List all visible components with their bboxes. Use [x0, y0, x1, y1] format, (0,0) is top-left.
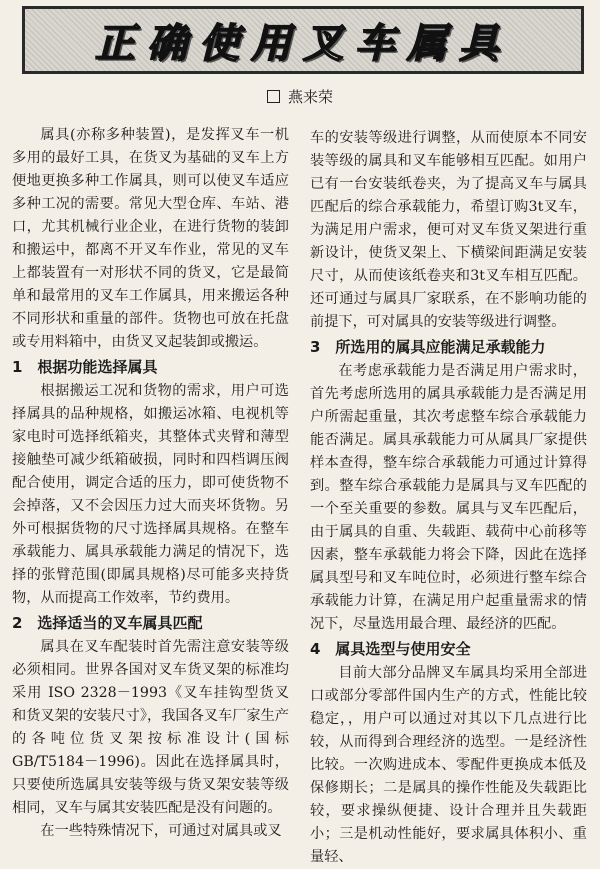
- section-1-body: 根据搬运工况和货物的需求，用户可选择属具的品种规格，如搬运冰箱、电视机等家电时可选择纸箱夹，其整体式夹臂和薄型接触垫可减少纸箱破损，同时和四档调压阀配合使用，调定合适的压力，即可使货物不会掉落，又不会因压力过大而夹坏货物。另外可根据货物的尺寸选择属具规格。在整车承载能力、属具承载能力满足的情况下，选择的张臂范围(即属具规格)尽可能多夹持货物，从而提高工作效率，节约费用。: [12, 383, 289, 606]
- square-icon: [267, 90, 280, 103]
- section-4-heading: 4 属具选型与使用安全: [310, 640, 471, 658]
- section-3-heading: 3 所选用的属具应能满足承载能力: [310, 338, 546, 356]
- byline: [0, 86, 600, 107]
- right-column: [310, 127, 587, 869]
- article-title: 正确使用叉车属具: [95, 20, 511, 67]
- section-2-body-2: 在一些特殊情况下，可通过对属具或叉: [40, 823, 282, 839]
- section-2-body: 属具在叉车配装时首先需注意安装等级必须相同。世界各国对叉车货叉架的标准均采用 ISO 2328－1993《叉车挂钩型货叉和货叉架的安装尺寸》，我国各叉车厂家生产的各吨位货叉架按标准设计(国标 GB/T5184－1996)。因此在选择属具时，只要使所选属具安装等级与货叉架安装等级相同，叉车与属其安装匹配是没有问题的。: [12, 639, 289, 816]
- intro-paragraph: 属具(亦称多种装置)，是发挥叉车一机多用的最好工具，在货叉为基础的叉车上方便地更换多种工作属具，则可以使叉车适应多种工况的需要。常见大型仓库、车站、港口，尤其机械行业企业，在进行货物的装卸和搬运中，都离不开叉车作业，常见的叉车上都装置有一对形状不同的货叉，它是最简单和最常用的叉车工作属具，用来搬运各种不同形状和重量的部件。货物也可放在托盘或专用料箱中，由货叉叉起装卸或搬运。: [12, 127, 289, 350]
- section-2-heading: 2 选择适当的叉车属具匹配: [12, 614, 203, 632]
- section-3-body: 在考虑承载能力是否满足用户需求时，首先考虑所选用的属具承载能力是否满足用户所需起重量，其次考虑整车综合承载能力能否满足。属具承载能力可从属具厂家提供样本查得，整车综合承载能力可通过计算得到。整车综合承载能力是属具与叉车匹配的一个至关重要的参数。属具与叉车匹配后，由于属具的自重、失载距、载荷中心前移等因素，整车承载能力将会下降，因此在选择属具型号和叉车吨位时，必须进行整车综合承载能力计算，在满足用户起重量需求的情况下，尽量选用最合理、最经济的匹配。: [310, 363, 587, 632]
- section-4-body: 目前大部分品牌叉车属具均采用全部进口或部分零部件国内生产的方式，性能比较稳定，，用户可以通过对其以下几点进行比较，从而得到合理经济的选型。一是经济性比较。一次购进成本、零配件更换成本低及保修期长；二是属具的操作性能及失载距比较，要求操纵便捷、设计合理并且失载距小；三是机动性能好，要求属具体积小、重量轻、: [310, 665, 587, 865]
- title-banner: [22, 6, 584, 74]
- author-name: 燕来荣: [287, 88, 333, 106]
- continued-paragraph: 车的安装等级进行调整，从而使原本不同安装等级的属具和叉车能够相互匹配。如用户已有一台安装纸卷夹，为了提高叉车与属具匹配后的综合承载能力，希望订购3t叉车，为满足用户需求，便可对叉车货叉架进行重新设计，使货叉架上、下横梁间距满足安装尺寸，从而使该纸卷夹和3t叉车相互匹配。还可通过与属具厂家联系，在不影响功能的前提下，可对属具的安装等级进行调整。: [310, 130, 587, 330]
- left-column: [12, 124, 289, 843]
- section-1-heading: 1 根据功能选择属具: [12, 358, 158, 376]
